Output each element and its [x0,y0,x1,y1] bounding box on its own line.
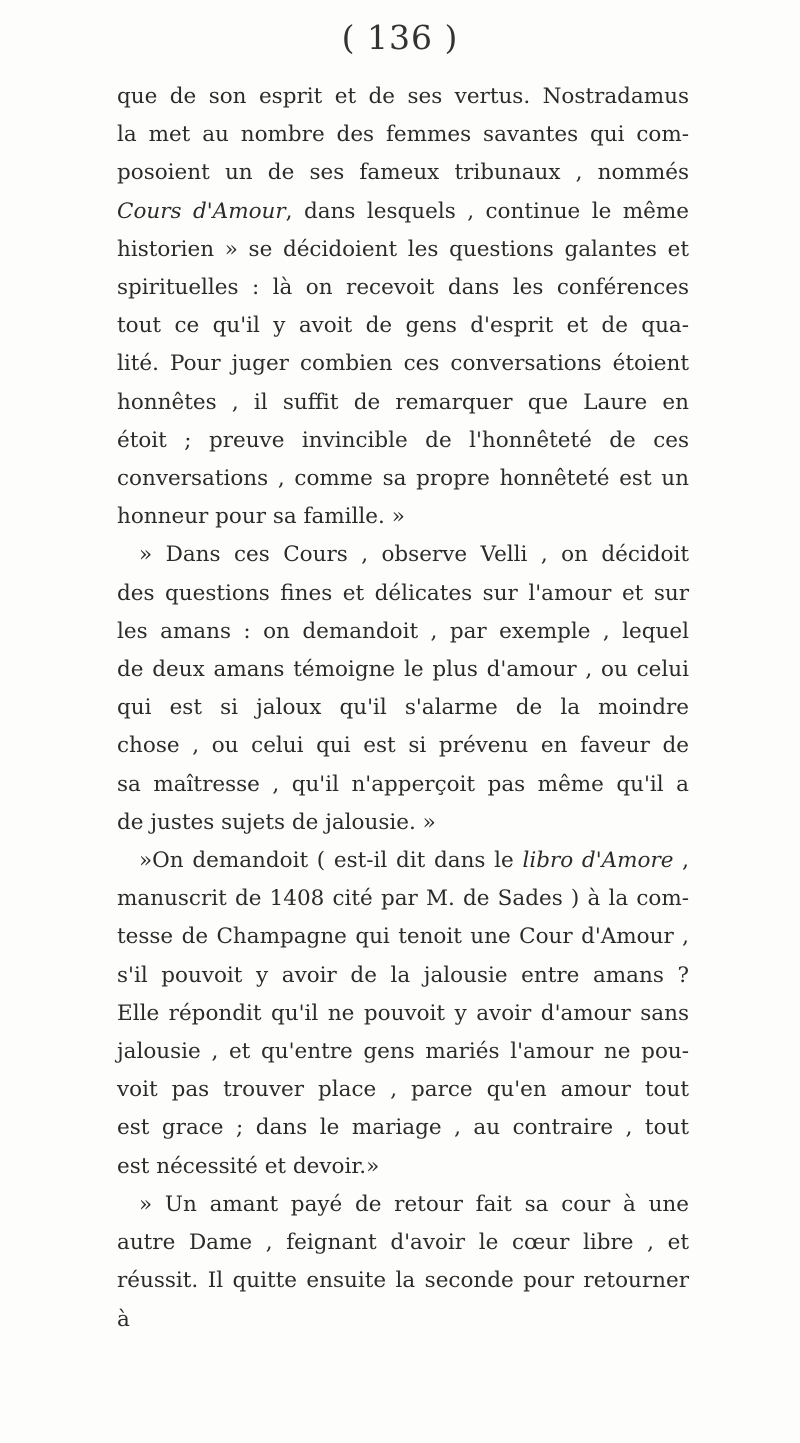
text-line: lité. Pour juger combien ces conversations étoient [117,351,689,377]
text-line: sa maîtresse , qu'il n'apperçoit pas même qu'il a [117,771,689,797]
text-line: réussit. Il quitte ensuite la seconde pour retourner [117,1268,689,1294]
text-line: qui est si jaloux qu'il s'alarme de la moindre [117,695,689,721]
text-line [117,193,689,231]
text-line [117,842,689,880]
text-line: honnêtes , il suffit de remarquer que Laure en [117,389,689,415]
text-line: les amans : on demandoit , par exemple , lequel [117,618,689,644]
text-line: de justes sujets de jalousie. » [117,809,436,835]
text-segment: , [673,848,690,874]
text-segment: »On demandoit ( est-il dit dans le [139,848,523,874]
text-line: conversations , comme sa propre honnêteté est un [117,466,689,492]
italic-text: libro d'Amore [522,848,674,874]
text-line: honneur pour sa famille. » [117,504,405,530]
text-line: autre Dame , feignant d'avoir le cœur libre , et [117,1230,689,1256]
text-line: spirituelles : là on recevoit dans les conférences [117,275,689,301]
text-line: la met au nombre des femmes savantes qui com- [117,122,689,148]
text-line: » Dans ces Cours , observe Velli , on décidoit [139,542,689,568]
text-line: » Un amant payé de retour fait sa cour à une [139,1191,689,1217]
catchword: à [117,1306,130,1332]
text-line: voit pas trouver place , parce qu'en amour tout [117,1077,689,1103]
text-line: de deux amans témoigne le plus d'amour , ou celui [117,657,689,683]
text-line: que de son esprit et de ses vertus. Nostradamus [117,84,689,109]
page-number: ( 136 ) [341,18,459,57]
text-line: posoient un de ses fameux tribunaux , nommés [117,160,689,186]
text-line: des questions fines et délicates sur l'amour et sur [117,580,689,606]
text-line: étoit ; preuve invincible de l'honnêteté de ces [117,427,689,453]
body-text [117,78,689,1339]
text-line: s'il pouvoit y avoir de la jalousie entre amans ? [117,962,689,988]
text-line: manuscrit de 1408 cité par M. de Sades ) à la com- [117,886,689,912]
text-line: Elle répondit qu'il ne pouvoit y avoir d'amour sans [117,1000,689,1026]
text-line: chose , ou celui qui est si prévenu en faveur de [117,733,689,759]
italic-text: Cours d'Amour [117,198,286,224]
text-line: est grace ; dans le mariage , au contraire , tout [117,1115,689,1141]
text-line: est nécessité et devoir.» [117,1153,380,1179]
text-line: tesse de Champagne qui tenoit une Cour d'Amour , [117,924,689,950]
text-line: jalousie , et qu'entre gens mariés l'amour ne pou- [117,1039,689,1065]
text-line: tout ce qu'il y avoit de gens d'esprit et de qua- [117,313,689,339]
text-line: historien » se décidoient les questions galantes et [117,236,689,262]
text-segment: , dans lesquels , continue le même [285,198,689,224]
